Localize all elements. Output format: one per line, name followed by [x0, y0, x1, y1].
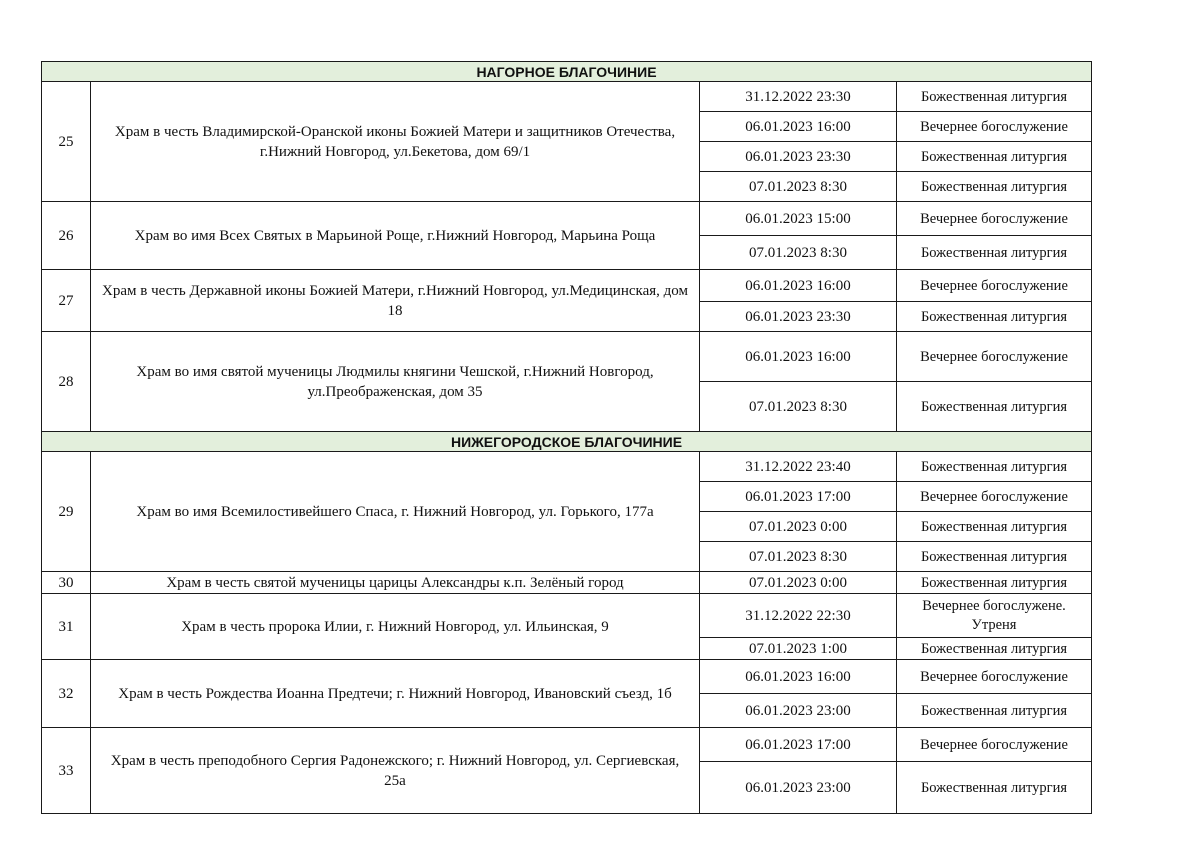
- service-type: Божественная литургия: [897, 694, 1092, 728]
- service-type: Божественная литургия: [897, 572, 1092, 594]
- service-datetime: 31.12.2022 22:30: [700, 594, 897, 638]
- section-title: НИЖЕГОРОДСКОЕ БЛАГОЧИНИЕ: [42, 432, 1092, 452]
- service-datetime: 07.01.2023 0:00: [700, 572, 897, 594]
- service-datetime: 07.01.2023 0:00: [700, 512, 897, 542]
- schedule-body: [42, 62, 1092, 814]
- church-name-address: Храм во имя Всемилостивейшего Спаса, г. Нижний Новгород, ул. Горького, 177а: [91, 452, 700, 572]
- service-type: Божественная литургия: [897, 82, 1092, 112]
- service-type: Божественная литургия: [897, 142, 1092, 172]
- service-type: Божественная литургия: [897, 762, 1092, 814]
- service-datetime: 07.01.2023 8:30: [700, 542, 897, 572]
- church-name-address: Храм в честь святой мученицы царицы Александры к.п. Зелёный город: [91, 572, 700, 594]
- service-datetime: 06.01.2023 23:30: [700, 142, 897, 172]
- service-datetime: 06.01.2023 16:00: [700, 332, 897, 382]
- table-row: [42, 452, 1092, 482]
- church-number: 30: [42, 572, 91, 594]
- section-title: НАГОРНОЕ БЛАГОЧИНИЕ: [42, 62, 1092, 82]
- service-type: Божественная литургия: [897, 382, 1092, 432]
- table-row: [42, 660, 1092, 694]
- service-type: Божественная литургия: [897, 512, 1092, 542]
- table-row: [42, 594, 1092, 638]
- service-type: Вечернее богослужене. Утреня: [897, 594, 1092, 638]
- service-type: Вечернее богослужение: [897, 202, 1092, 236]
- service-type: Божественная литургия: [897, 638, 1092, 660]
- service-type: Вечернее богослужение: [897, 728, 1092, 762]
- service-type: Божественная литургия: [897, 542, 1092, 572]
- church-number: 32: [42, 660, 91, 728]
- church-name-address: Храм во имя Всех Святых в Марьиной Роще, г.Нижний Новгород, Марьина Роща: [91, 202, 700, 270]
- church-number: 27: [42, 270, 91, 332]
- schedule-table: [41, 61, 1092, 814]
- church-name-address: Храм в честь пророка Илии, г. Нижний Новгород, ул. Ильинская, 9: [91, 594, 700, 660]
- service-type: Божественная литургия: [897, 302, 1092, 332]
- table-row: [42, 572, 1092, 594]
- service-type: Вечернее богослужение: [897, 270, 1092, 302]
- table-row: [42, 82, 1092, 112]
- service-datetime: 06.01.2023 23:30: [700, 302, 897, 332]
- service-datetime: 07.01.2023 8:30: [700, 172, 897, 202]
- service-type: Божественная литургия: [897, 172, 1092, 202]
- service-type: Божественная литургия: [897, 452, 1092, 482]
- table-row: [42, 270, 1092, 302]
- table-row: [42, 332, 1092, 382]
- service-datetime: 07.01.2023 1:00: [700, 638, 897, 660]
- church-number: 31: [42, 594, 91, 660]
- table-row: [42, 728, 1092, 762]
- service-type: Божественная литургия: [897, 236, 1092, 270]
- church-number: 28: [42, 332, 91, 432]
- church-number: 25: [42, 82, 91, 202]
- service-datetime: 07.01.2023 8:30: [700, 236, 897, 270]
- church-number: 33: [42, 728, 91, 814]
- church-name-address: Храм в честь Державной иконы Божией Матери, г.Нижний Новгород, ул.Медицинская, дом 18: [91, 270, 700, 332]
- service-datetime: 06.01.2023 16:00: [700, 112, 897, 142]
- service-datetime: 06.01.2023 16:00: [700, 270, 897, 302]
- service-datetime: 06.01.2023 23:00: [700, 762, 897, 814]
- church-name-address: Храм во имя святой мученицы Людмилы княгини Чешской, г.Нижний Новгород, ул.Преображенская, дом 35: [91, 332, 700, 432]
- church-number: 29: [42, 452, 91, 572]
- service-datetime: 06.01.2023 23:00: [700, 694, 897, 728]
- section-header-row: [42, 432, 1092, 452]
- service-datetime: 06.01.2023 16:00: [700, 660, 897, 694]
- church-name-address: Храм в честь Рождества Иоанна Предтечи; г. Нижний Новгород, Ивановский съезд, 1б: [91, 660, 700, 728]
- service-datetime: 06.01.2023 15:00: [700, 202, 897, 236]
- church-name-address: Храм в честь преподобного Сергия Радонежского; г. Нижний Новгород, ул. Сергиевская, 25а: [91, 728, 700, 814]
- section-header-row: [42, 62, 1092, 82]
- service-datetime: 06.01.2023 17:00: [700, 482, 897, 512]
- church-name-address: Храм в честь Владимирской-Оранской иконы Божией Матери и защитников Отечества, г.Нижний Новгород, ул.Бекетова, дом 69/1: [91, 82, 700, 202]
- service-datetime: 07.01.2023 8:30: [700, 382, 897, 432]
- service-datetime: 31.12.2022 23:30: [700, 82, 897, 112]
- service-type: Вечернее богослужение: [897, 332, 1092, 382]
- service-datetime: 06.01.2023 17:00: [700, 728, 897, 762]
- service-type: Вечернее богослужение: [897, 660, 1092, 694]
- service-type: Вечернее богослужение: [897, 112, 1092, 142]
- church-number: 26: [42, 202, 91, 270]
- service-datetime: 31.12.2022 23:40: [700, 452, 897, 482]
- table-row: [42, 202, 1092, 236]
- service-type: Вечернее богослужение: [897, 482, 1092, 512]
